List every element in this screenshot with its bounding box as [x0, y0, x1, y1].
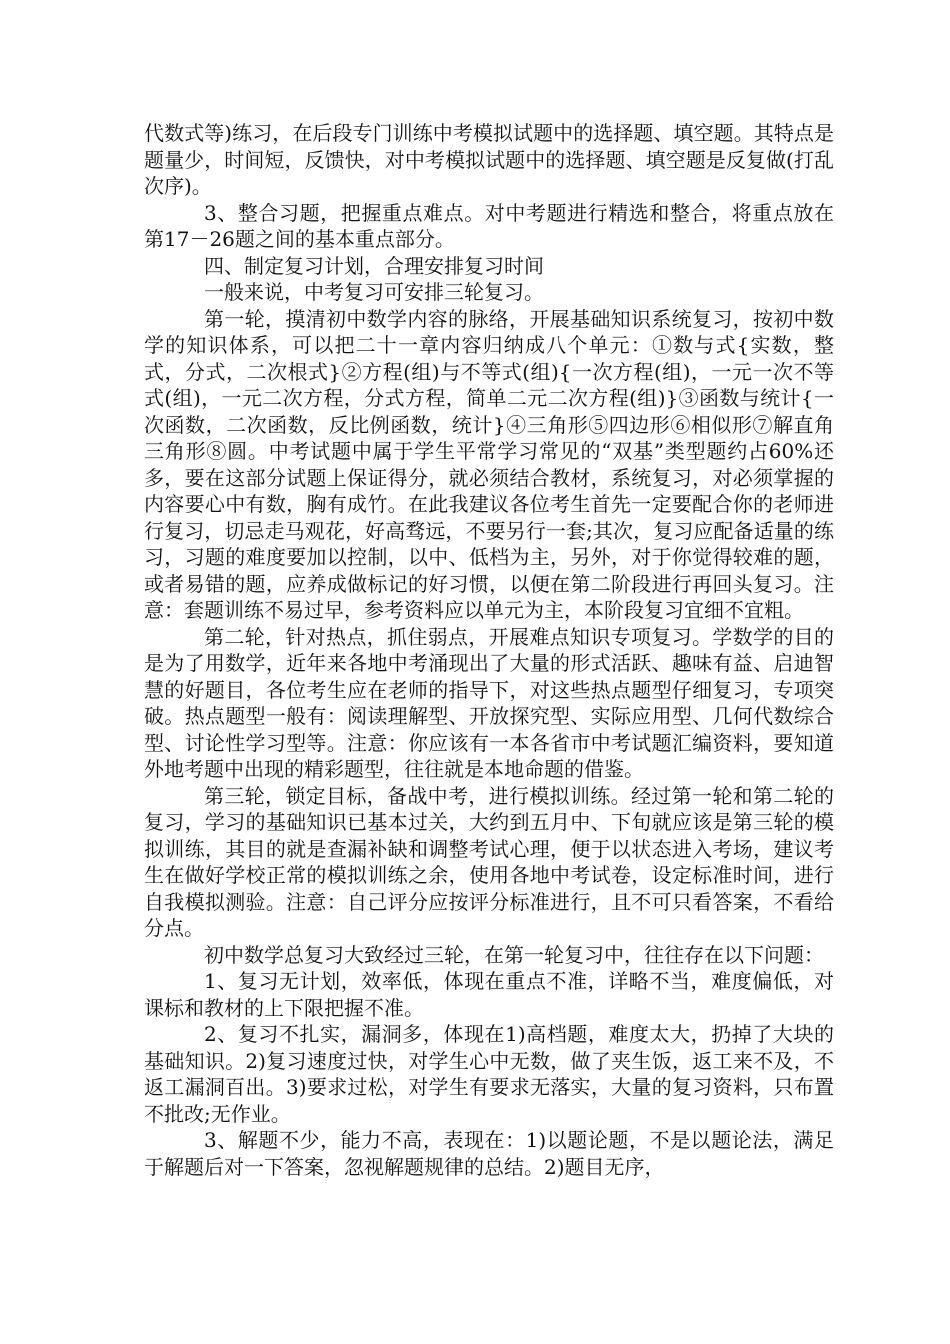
paragraph-problems-intro: 初中数学总复习大致经过三轮，在第一轮复习中，往往存在以下问题：: [204, 942, 824, 967]
paragraph-problem-2: 2、复习不扎实，漏洞多，体现在1)高档题，难度太大，扔掉了大块的基础知识。2)复习速度过快，对学生心中无数，做了夹生饭，返工来不及，不返工漏洞百出。3)要求过松，对学生有要求无落实，大量的复习资料，只布置不批改;无作业。: [144, 1022, 834, 1126]
document-body: [144, 120, 834, 1180]
paragraph-round-1: 第一轮，摸清初中数学内容的脉络，开展基础知识系统复习，按初中数学的知识体系，可以把二十一章内容归纳成八个单元：①数与式{实数，整式，分式，二次根式}②方程(组)与不等式(组){一次方程(组)，一元一次不等式(组)，一元二次方程，分式方程，简单二元二次方程(组)}③函数与统计{一次函数，二次函数，反比例函数，统计}④三角形⑤四边形⑥相似形⑦解直角三角形⑧圆。中考试题中属于学生平常学习常见的“双基”类型题约占60%还多，要在这部分试题上保证得分，就必须结合教材，系统复习，对必须掌握的内容要心中有数，胸有成竹。在此我建议各位考生首先一定要配合你的老师进行复习，切忌走马观花，好高骛远，不要另行一套;其次，复习应配备适量的练习，习题的难度要加以控制，以中、低档为主，另外，对于你觉得较难的题，或者易错的题，应养成做标记的好习惯，以便在第二阶段进行再回头复习。注意：套题训练不易过早，参考资料应以单元为主，本阶段复习宜细不宜粗。: [144, 306, 834, 622]
paragraph-2: 3、整合习题，把握重点难点。对中考题进行精选和整合，将重点放在第17－26题之间的基本重点部分。: [144, 200, 834, 251]
paragraph-1: 代数式等)练习，在后段专门训练中考模拟试题中的选择题、填空题。其特点是题量少，时间短，反馈快，对中考模拟试题中的选择题、填空题是反复做(打乱次序)。: [144, 121, 834, 198]
paragraph-round-2: 第二轮，针对热点，抓住弱点，开展难点知识专项复习。学数学的目的是为了用数学，近年来各地中考涌现出了大量的形式活跃、趣味有益、启迪智慧的好题目，各位考生应在老师的指导下，对这些热点题型仔细复习，专项突破。热点题型一般有：阅读理解型、开放探究型、实际应用型、几何代数综合型、讨论性学习型等。注意：你应该有一本各省市中考试题汇编资料，要知道外地考题中出现的精彩题型，往往就是本地命题的借鉴。: [144, 624, 834, 781]
paragraph-4: 一般来说，中考复习可安排三轮复习。: [204, 280, 544, 304]
section-heading-4: 四、制定复习计划，合理安排复习时间: [204, 253, 544, 278]
paragraph-problem-3: 3、解题不少，能力不高，表现在：1)以题论题，不是以题论法，满足于解题后对一下答案，忽视解题规律的总结。2)题目无序，: [144, 1128, 834, 1179]
paragraph-round-3: 第三轮，锁定目标，备战中考，进行模拟训练。经过第一轮和第二轮的复习，学习的基础知识已基本过关，大约到五月中、下旬就应该是第三轮的模拟训练，其目的就是查漏补缺和调整考试心理，便于以状态进入考场，建议考生在做好学校正常的模拟训练之余，使用各地中考试卷，设定标准时间，进行自我模拟测验。注意：自己评分应按评分标准进行，且不可只看答案，不看给分点。: [144, 783, 834, 940]
paragraph-problem-1: 1、复习无计划，效率低，体现在重点不准，详略不当，难度偏低，对课标和教材的上下限把握不准。: [144, 969, 834, 1020]
